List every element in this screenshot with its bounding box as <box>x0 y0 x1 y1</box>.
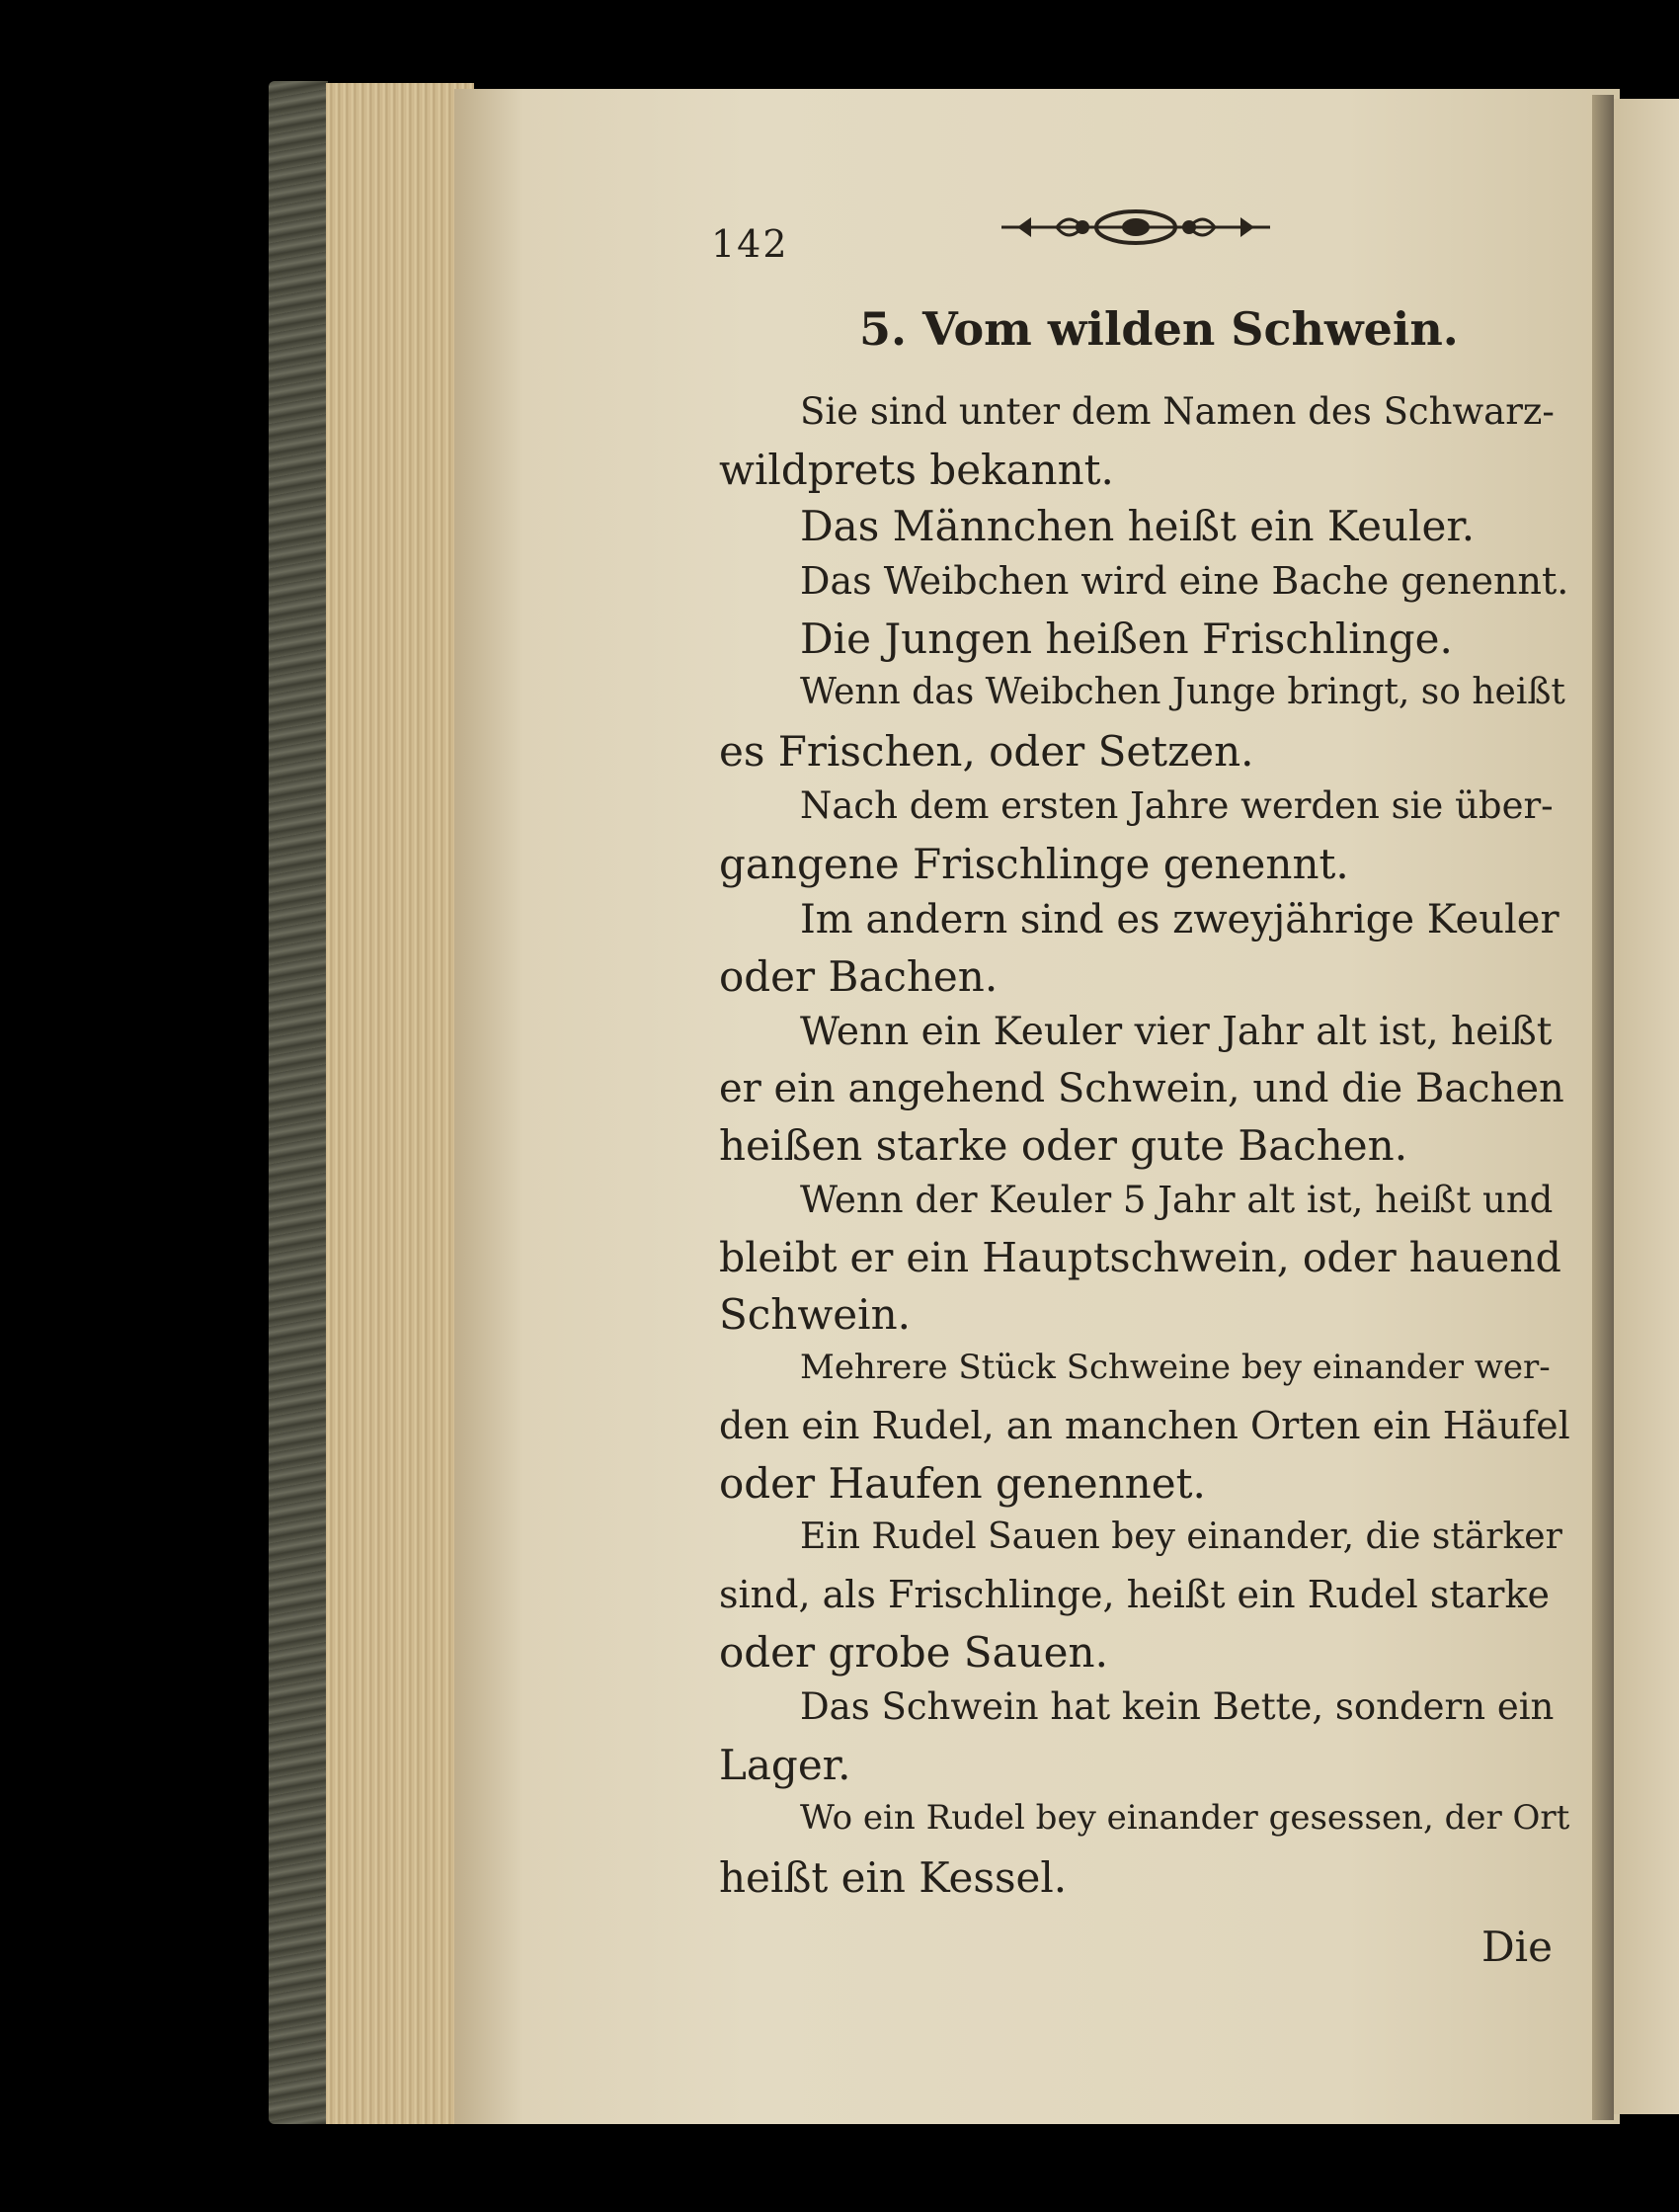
text-line: Ein Rudel Sauen bey einander, die stärker <box>800 1516 1562 1557</box>
page-stack-edge <box>326 83 474 2124</box>
text-line: Wenn ein Keuler vier Jahr alt ist, heißt <box>800 1010 1553 1054</box>
text-line: er ein angehend Schwein, und die Bachen <box>719 1066 1564 1111</box>
text-line: Wenn der Keuler 5 Jahr alt ist, heißt und <box>800 1179 1554 1221</box>
text-line: den ein Rudel, an manchen Orten ein Häufel <box>719 1404 1570 1447</box>
text-line: Wenn das Weibchen Junge bringt, so heißt <box>800 672 1565 712</box>
text-line: Lager. <box>719 1741 851 1789</box>
book-cover-edge <box>269 81 328 2124</box>
text-line: Wo ein Rudel bey einander gesessen, der Ort <box>800 1798 1570 1838</box>
text-line: heißt ein Kessel. <box>719 1853 1068 1902</box>
text-line: heißen starke oder gute Bachen. <box>719 1121 1408 1170</box>
text-line: oder grobe Sauen. <box>719 1628 1108 1677</box>
text-line: Sie sind unter dem Namen des Schwarz- <box>800 390 1555 433</box>
catchword: Die <box>1481 1923 1553 1971</box>
text-line: Mehrere Stück Schweine bey einander wer- <box>800 1348 1551 1387</box>
text-line: oder Haufen genennet. <box>719 1459 1206 1508</box>
text-line: Schwein. <box>719 1290 911 1339</box>
book-gutter <box>1592 95 1614 2120</box>
text-line: sind, als Frischlinge, heißt ein Rudel starke <box>719 1573 1550 1616</box>
text-line: Das Schwein hat kein Bette, sondern ein <box>800 1685 1555 1728</box>
text-line: Die Jungen heißen Frischlinge. <box>800 614 1453 663</box>
text-line: Nach dem ersten Jahre werden sie über- <box>800 784 1554 827</box>
page-number: 142 <box>711 222 789 266</box>
text-line: Im andern sind es zweyjährige Keuler <box>800 897 1559 942</box>
text-line: oder Bachen. <box>719 952 999 1001</box>
text-line: es Frischen, oder Setzen. <box>719 727 1254 776</box>
text-line: Das Männchen heißt ein Keuler. <box>800 502 1476 550</box>
text-line: wildprets bekannt. <box>719 446 1114 494</box>
text-line: Das Weibchen wird eine Bache genennt. <box>800 559 1569 603</box>
ornament-icon <box>998 205 1274 249</box>
text-line: gangene Frischlinge genennt. <box>719 840 1349 888</box>
text-line: bleibt er ein Hauptschwein, oder hauend <box>719 1234 1561 1281</box>
section-heading: 5. Vom wilden Schwein. <box>859 302 1459 356</box>
next-page-edge <box>1614 99 1679 2114</box>
